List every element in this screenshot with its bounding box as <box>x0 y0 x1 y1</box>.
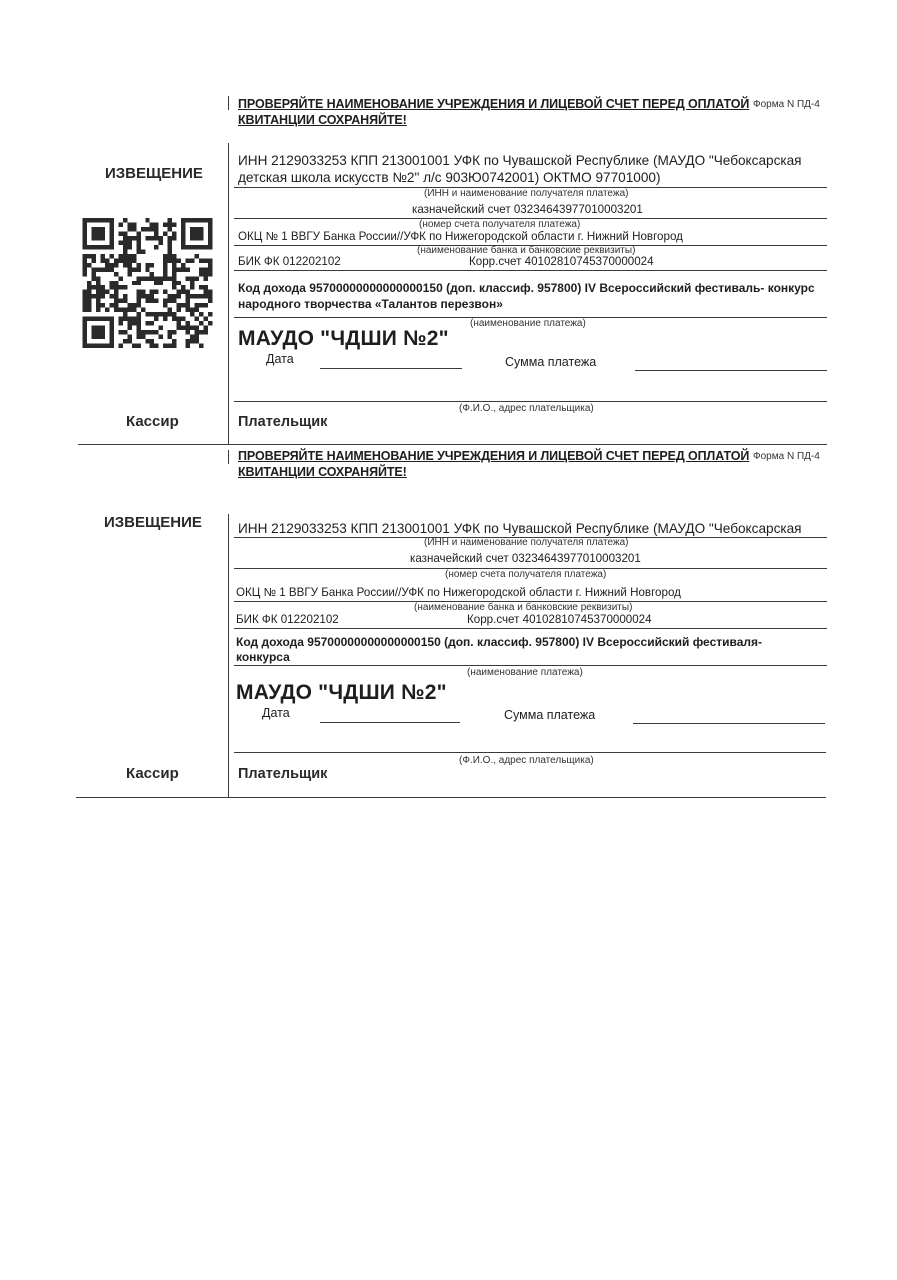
slip-divider-vertical <box>228 143 229 444</box>
payer-field[interactable] <box>234 385 827 402</box>
account-caption: (номер счета получателя платежа) <box>445 569 607 580</box>
recipient-line-1: ИНН 2129033253 КПП 213001001 УФК по Чувашской Республике (МАУДО "Чебоксарская <box>238 153 802 168</box>
amount-field[interactable] <box>635 354 827 371</box>
qr-finder-pattern <box>85 220 112 247</box>
notice-label-clip <box>100 510 210 532</box>
slip-bottom-line <box>76 797 826 798</box>
qr-finder-pattern <box>183 220 210 247</box>
form-label: Форма N ПД-4 <box>753 99 820 110</box>
warning-line-1: ПРОВЕРЯЙТЕ НАИМЕНОВАНИЕ УЧРЕЖДЕНИЯ И ЛИЦЕВОЙ СЧЕТ ПЕРЕД ОПЛАТОЙ <box>238 449 750 463</box>
payment-purpose-line-2: конкурса <box>236 650 290 664</box>
bank-name: ОКЦ № 1 ВВГУ Банка России//УФК по Нижегородской области г. Нижний Новгород <box>238 230 683 243</box>
payer-caption: (Ф.И.О., адрес плательщика) <box>459 755 594 766</box>
recipient-caption: (ИНН и наименование получателя платежа) <box>424 188 629 199</box>
slip-divider-vertical <box>228 514 229 797</box>
payer-label: Плательщик <box>238 414 328 430</box>
form-label: Форма N ПД-4 <box>753 451 820 462</box>
date-field[interactable] <box>320 352 462 369</box>
recipient-caption: (ИНН и наименование получателя платежа) <box>424 537 629 548</box>
cashier-label: Кассир <box>126 765 179 782</box>
bank-caption: (наименование банка и банковские реквизиты) <box>417 245 636 256</box>
payment-purpose-line-2: народного творчества «Талантов перезвон» <box>238 297 503 311</box>
bik-underline <box>234 628 827 629</box>
corr-account: Корр.счет 40102810745370000024 <box>469 255 654 268</box>
payer-field[interactable] <box>234 736 826 753</box>
qr-finder-pattern <box>85 319 112 346</box>
notice-label: ИЗВЕЩЕНИЕ <box>104 514 202 531</box>
date-label: Дата <box>262 706 290 720</box>
organization-short-name: МАУДО "ЧДШИ №2" <box>238 327 449 350</box>
bik-value: БИК ФК 012202102 <box>238 255 341 268</box>
bank-name: ОКЦ № 1 ВВГУ Банка России//УФК по Нижегородской области г. Нижний Новгород <box>236 586 681 599</box>
account-number: казначейский счет 03234643977010003201 <box>412 203 643 216</box>
bik-underline <box>234 270 827 271</box>
organization-short-name: МАУДО "ЧДШИ №2" <box>236 681 447 704</box>
header-marker-line <box>228 450 229 464</box>
payment-purpose-line-1: Код дохода 95700000000000000150 (доп. классиф. 957800) IV Всероссийский фестиваль- конкурс <box>238 281 815 295</box>
recipient-line-2: детская школа искусств №2" л/с 903Ю0742001) ОКТМО 97701000) <box>238 170 661 185</box>
payment-caption: (наименование платежа) <box>470 318 586 329</box>
header-marker-line <box>228 96 229 110</box>
bank-caption: (наименование банка и банковские реквизиты) <box>414 602 633 613</box>
corr-account: Корр.счет 40102810745370000024 <box>467 613 652 626</box>
date-label: Дата <box>266 352 294 366</box>
amount-field[interactable] <box>633 707 825 724</box>
date-field[interactable] <box>320 706 460 723</box>
notice-label: ИЗВЕЩЕНИЕ <box>105 165 203 182</box>
qr-code-icon <box>80 218 215 348</box>
warning-line-2: КВИТАНЦИИ СОХРАНЯЙТЕ! <box>238 113 407 127</box>
warning-line-1: ПРОВЕРЯЙТЕ НАИМЕНОВАНИЕ УЧРЕЖДЕНИЯ И ЛИЦЕВОЙ СЧЕТ ПЕРЕД ОПЛАТОЙ <box>238 97 750 111</box>
amount-label: Сумма платежа <box>505 355 597 369</box>
amount-label: Сумма платежа <box>504 708 596 722</box>
slip-cut-line <box>78 444 827 445</box>
recipient-line-1: ИНН 2129033253 КПП 213001001 УФК по Чувашской Республике (МАУДО "Чебоксарская <box>238 521 802 536</box>
account-number: казначейский счет 03234643977010003201 <box>410 552 641 565</box>
payment-caption: (наименование платежа) <box>467 667 583 678</box>
warning-line-2: КВИТАНЦИИ СОХРАНЯЙТЕ! <box>238 465 407 479</box>
bik-value: БИК ФК 012202102 <box>236 613 339 626</box>
account-caption: (номер счета получателя платежа) <box>419 219 581 230</box>
cashier-label: Кассир <box>126 413 179 430</box>
payment-purpose-line-1: Код дохода 95700000000000000150 (доп. классиф. 957800) IV Всероссийский фестиваля- <box>236 635 763 649</box>
payer-label: Плательщик <box>238 766 328 782</box>
payer-caption: (Ф.И.О., адрес плательщика) <box>459 403 594 414</box>
payment-underline <box>234 665 827 666</box>
